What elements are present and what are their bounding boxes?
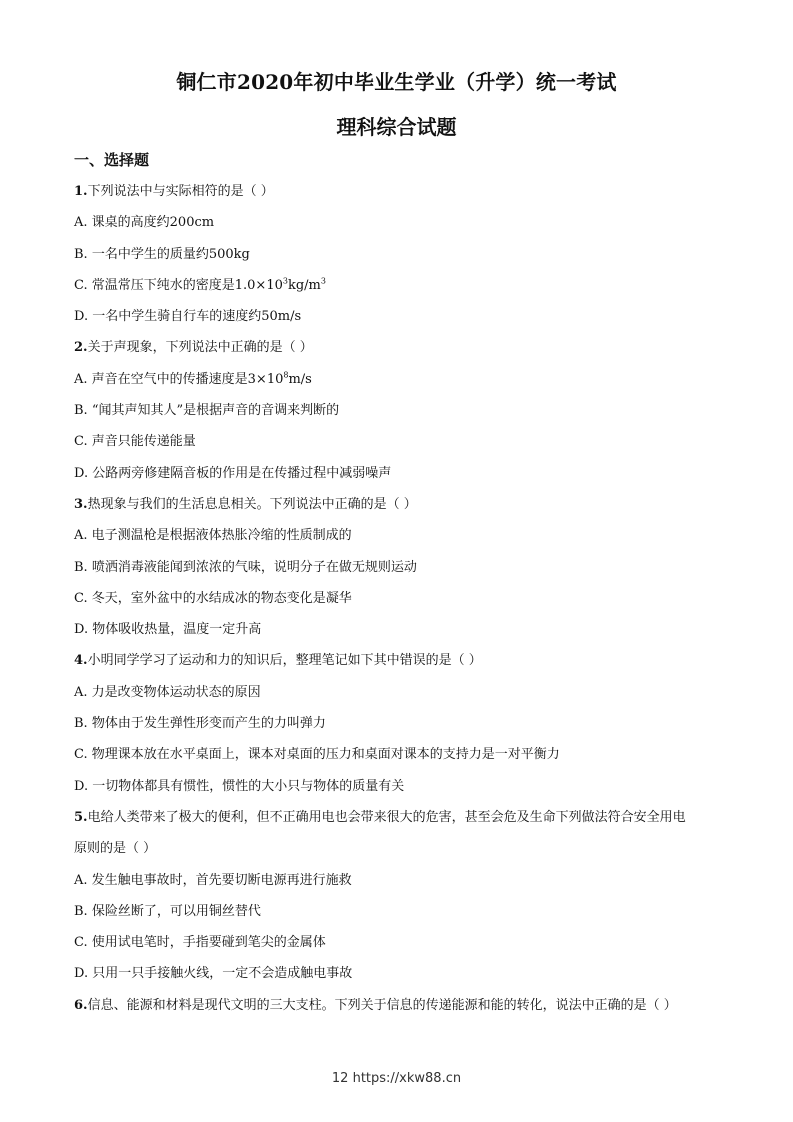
option-unit: kg/m (287, 277, 321, 293)
option-unit: m/s (288, 371, 312, 387)
question-number: 4. (74, 653, 88, 669)
question-number: 2. (74, 340, 88, 356)
question-5-option-b: B. 保险丝断了，可以用铜丝替代 (74, 903, 261, 919)
question-6-stem (74, 990, 724, 1021)
question-1-stem (74, 176, 724, 207)
question-number: 1. (74, 184, 88, 199)
question-4-option-d: D. 一切物体都具有惯性，惯性的大小只与物体的质量有关 (74, 778, 405, 794)
question-1-option-a: A. 课桌的高度约200cm (74, 215, 215, 231)
question-4-stem (74, 645, 724, 676)
question-2-option-c: C. 声音只能传递能量 (74, 434, 196, 450)
question-5-stem (74, 802, 724, 833)
option-text: C. 常温常压下纯水的密度是1.0×10 (74, 277, 283, 293)
question-text: 信息、能源和材料是现代文明的三大支柱。下列关于信息的传递能源和能的转化，说法中正确的是（ ） (87, 997, 677, 1013)
question-2-option-d: D. 公路两旁修建隔音板的作用是在传播过程中减弱噪声 (74, 465, 392, 481)
question-1-option-b: B. 一名中学生的质量约500kg (74, 246, 250, 262)
question-number: 5. (74, 809, 88, 825)
question-5-option-d: D. 只用一只手接触火线，一定不会造成触电事故 (74, 966, 353, 982)
section-heading: 一、选择题 (74, 151, 150, 169)
question-3-stem (74, 489, 724, 520)
exam-title: 铜仁市2020年初中毕业生学业（升学）统一考试 (176, 70, 617, 94)
question-5-stem-continued: 原则的是（ ） (74, 841, 157, 857)
question-list (74, 176, 724, 1021)
question-3-option-d: D. 物体吸收热量，温度一定升高 (74, 622, 262, 638)
question-text: 下列说法中与实际相符的是（ ） (87, 184, 274, 199)
question-text: 热现象与我们的生活息息相关。下列说法中正确的是（ ） (87, 496, 417, 512)
question-text: 关于声现象，下列说法中正确的是（ ） (87, 340, 313, 356)
question-text: 电给人类带来了极大的便利，但不正确用电也会带来很大的危害，甚至会危及生命下列做法符合安全用电 (87, 809, 686, 825)
question-4-option-c: C. 物理课本放在水平桌面上，课本对桌面的压力和桌面对课本的支持力是一对平衡力 (74, 747, 560, 763)
superscript: 3 (282, 276, 288, 286)
question-number: 6. (74, 997, 88, 1013)
superscript: 3 (320, 276, 326, 286)
question-4-option-a: A. 力是改变物体运动状态的原因 (74, 684, 261, 700)
question-3-option-c: C. 冬天，室外盆中的水结成冰的物态变化是凝华 (74, 590, 352, 606)
question-1-option-d: D. 一名中学生骑自行车的速度约50m/s (74, 309, 302, 325)
question-3-option-a: A. 电子测温枪是根据液体热胀冷缩的性质制成的 (74, 528, 352, 544)
question-2-stem (74, 332, 724, 363)
option-text: A. 声音在空气中的传播速度是3×10 (74, 371, 284, 387)
question-2-option-a (74, 364, 724, 395)
superscript: 8 (283, 370, 289, 380)
question-3-option-b: B. 喷洒消毒液能闻到浓浓的气味，说明分子在做无规则运动 (74, 559, 417, 575)
question-4-option-b: B. 物体由于发生弹性形变而产生的力叫弹力 (74, 716, 326, 732)
question-text: 小明同学学习了运动和力的知识后，整理笔记如下其中错误的是（ ） (87, 653, 482, 669)
question-number: 3. (74, 496, 88, 512)
question-5-option-a: A. 发生触电事故时，首先要切断电源再进行施救 (74, 872, 352, 888)
page-footer: 12 https://xkw88.cn (331, 1071, 462, 1086)
question-5-option-c: C. 使用试电笔时，手指要碰到笔尖的金属体 (74, 935, 326, 951)
question-2-option-b: B. “闻其声知其人”是根据声音的音调来判断的 (74, 403, 340, 419)
question-1-option-c (74, 270, 724, 301)
exam-subtitle: 理科综合试题 (336, 115, 457, 139)
